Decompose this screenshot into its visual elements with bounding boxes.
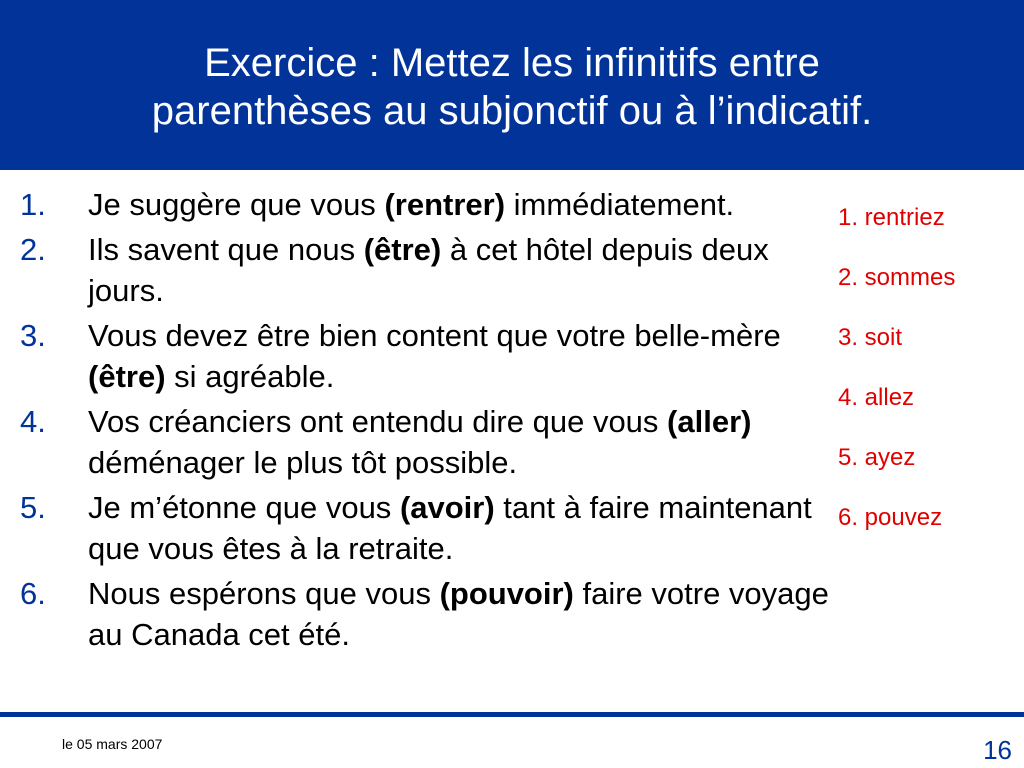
exercise-item-4: [20, 401, 830, 483]
exercise-number: 6.: [20, 576, 46, 611]
exercise-text-after: déménager le plus tôt possible.: [88, 445, 518, 480]
exercise-verb: (pouvoir): [439, 576, 574, 611]
answer-5: 5. ayez: [838, 444, 916, 471]
exercise-number: 2.: [20, 232, 46, 267]
exercise-number: 3.: [20, 318, 46, 353]
answer-6: 6. pouvez: [838, 504, 943, 531]
exercise-list: [20, 184, 830, 659]
exercise-item-1: [20, 184, 830, 225]
exercise-text-after: tant à faire maintenant que vous êtes à la retraite.: [88, 490, 812, 566]
exercise-number: 1.: [20, 187, 46, 222]
title-bar: [0, 0, 1024, 170]
slide-title-line-2: parenthèses au subjonctif ou à l’indicatif.: [151, 89, 873, 133]
answer-3: 3. soit: [838, 324, 903, 351]
footer-date: le 05 mars 2007: [62, 736, 163, 752]
answer-4: 4. allez: [838, 384, 915, 411]
exercise-text-before: Je suggère que vous: [88, 187, 385, 222]
slide-title: [152, 39, 872, 135]
exercise-text-after: immédiatement.: [505, 187, 735, 222]
exercise-verb: (avoir): [399, 490, 495, 525]
slide-title-line-1: Exercice : Mettez les infinitifs entre: [204, 41, 820, 85]
exercise-item-2: [20, 229, 830, 311]
slide-number: 16: [983, 735, 1012, 765]
exercise-text-before: Nous espérons que vous: [88, 576, 440, 611]
exercise-text-after: si agréable.: [165, 359, 335, 394]
exercise-text-before: Vos créanciers ont entendu dire que vous: [88, 404, 668, 439]
exercise-item-6: [20, 573, 830, 655]
exercise-verb: (être): [363, 232, 442, 267]
exercise-verb: (aller): [667, 404, 752, 439]
footer-divider: [0, 712, 1024, 717]
exercise-text: [88, 229, 830, 311]
exercise-text: [88, 401, 830, 483]
exercise-number: 5.: [20, 490, 46, 525]
exercise-text-before: Ils savent que nous: [88, 232, 364, 267]
exercise-item-5: [20, 487, 830, 569]
exercise-text-before: Vous devez être bien content que votre belle-mère: [88, 318, 781, 353]
exercise-text-before: Je m’étonne que vous: [88, 490, 400, 525]
answer-list: [838, 203, 1018, 563]
exercise-verb: (rentrer): [384, 187, 506, 222]
exercise-text: [88, 184, 830, 225]
exercise-text: [88, 315, 830, 397]
answer-1: 1. rentriez: [838, 204, 945, 231]
exercise-text-after: faire votre voyage au Canada cet été.: [88, 576, 829, 652]
exercise-item-3: [20, 315, 830, 397]
exercise-text: [88, 487, 830, 569]
answer-2: 2. sommes: [838, 264, 956, 291]
exercise-verb: (être): [88, 359, 166, 394]
exercise-text: [88, 573, 830, 655]
exercise-text-after: à cet hôtel depuis deux jours.: [88, 232, 769, 308]
exercise-number: 4.: [20, 404, 46, 439]
